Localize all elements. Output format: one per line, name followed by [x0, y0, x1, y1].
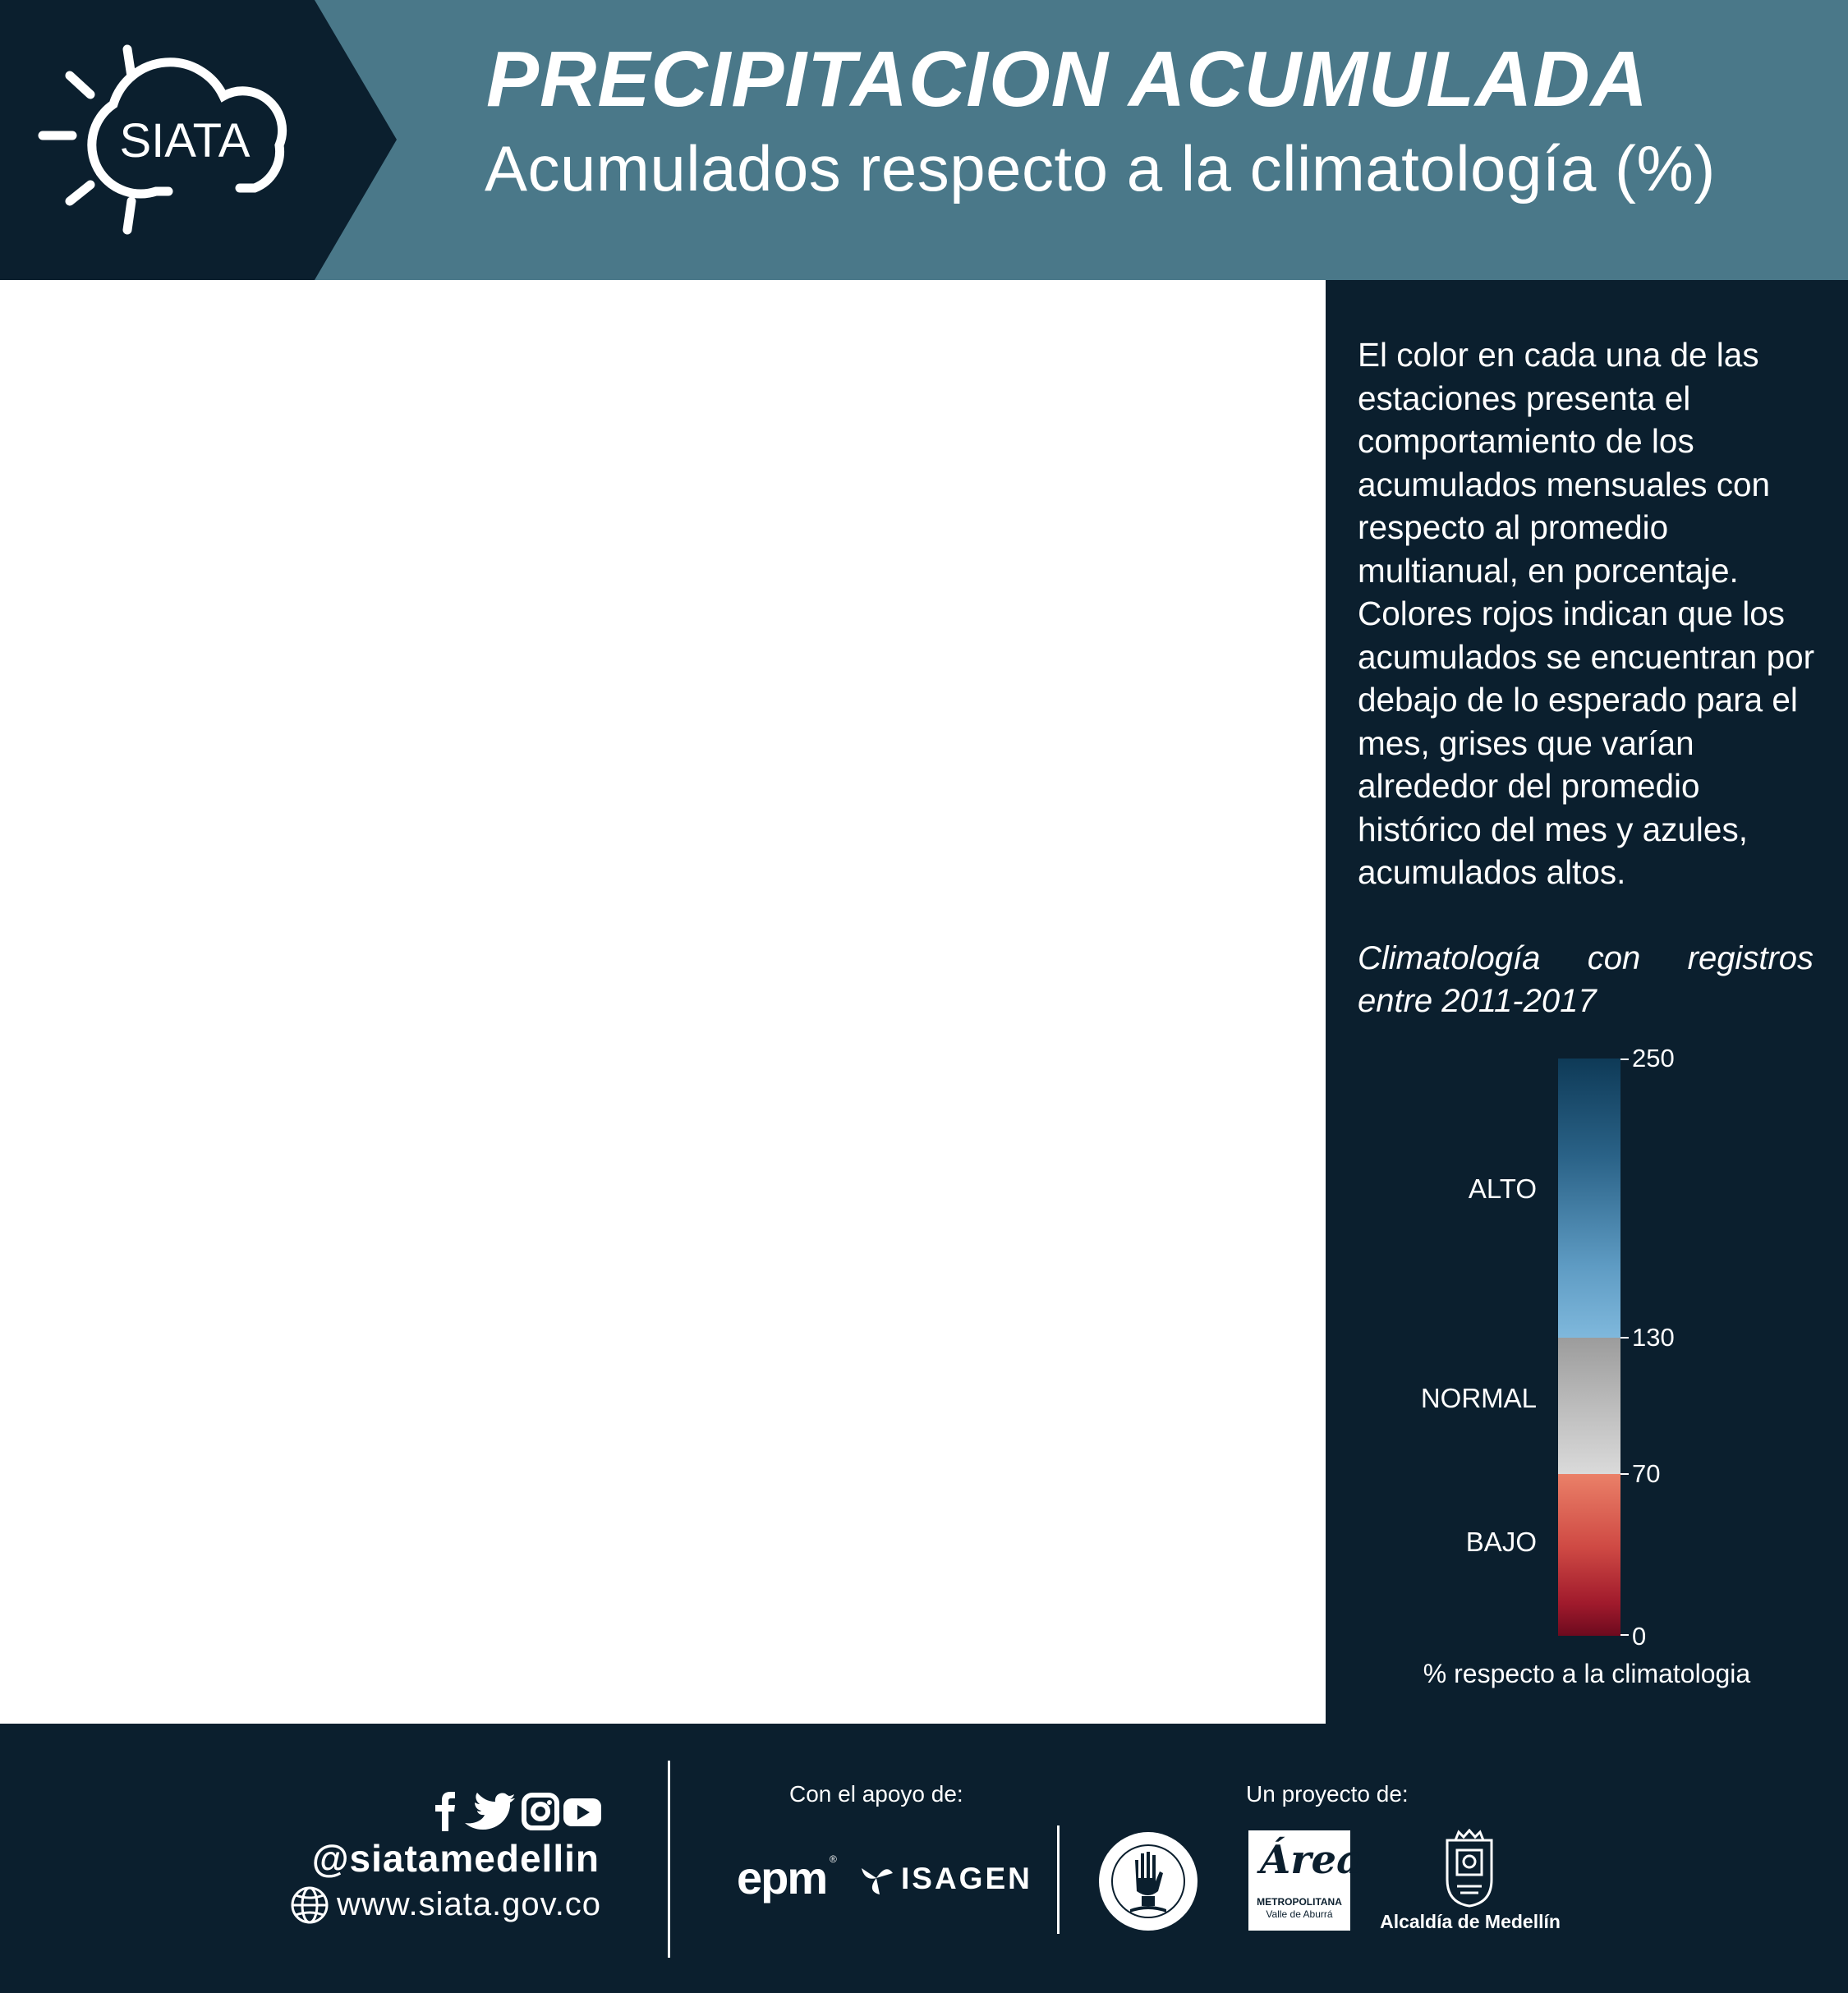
- colorbar-tick: [1620, 1337, 1629, 1339]
- colorbar-category-bajo: BAJO: [1465, 1527, 1537, 1557]
- area-logo-script: Área: [1260, 1837, 1363, 1883]
- colorbar-tick: [1620, 1634, 1629, 1636]
- colorbar-segment-normal: [1558, 1338, 1620, 1474]
- youtube-icon[interactable]: [563, 1798, 601, 1826]
- climatology-note-line2: entre 2011-2017: [1358, 983, 1597, 1019]
- epm-logo: epm: [737, 1852, 827, 1903]
- area-metropolitana-logo: [1248, 1830, 1363, 1931]
- footer: [0, 1724, 1848, 1993]
- medellin-crest-icon: [1442, 1829, 1496, 1908]
- isagen-logo-text: ISAGEN: [901, 1862, 1032, 1895]
- colorbar-tick-label-130: 130: [1632, 1323, 1675, 1352]
- siata-logo-text: SIATA: [119, 114, 251, 168]
- colorbar-tick-label-0: 0: [1632, 1622, 1647, 1651]
- colorbar-caption: % respecto a la climatologia: [1423, 1659, 1751, 1688]
- footer-divider: [1057, 1825, 1060, 1934]
- colorbar-tick: [1620, 1473, 1629, 1475]
- alcaldia-logo-text: Alcaldía de Medellín: [1380, 1911, 1561, 1932]
- map-area: [0, 280, 1326, 1724]
- twitter-icon[interactable]: [465, 1793, 515, 1830]
- instagram-icon[interactable]: [524, 1795, 557, 1828]
- isagen-icon: [855, 1857, 898, 1898]
- area-logo-line2: Valle de Aburrá: [1266, 1908, 1333, 1920]
- climatology-note-line1: Climatología con registros: [1358, 940, 1814, 976]
- header: [0, 0, 1848, 280]
- colorbar-tick-label-250: 250: [1632, 1044, 1675, 1072]
- colorbar-segment-bajo: [1558, 1474, 1620, 1636]
- legend-description: El color en cada una de las estaciones presenta el comportamiento de los acumulados mensuales con respecto al promedio multianual, en porcentaje. Colores rojos indican que los acumulados se encuentran por debajo de lo esperado para el mes, grises que varían alrededor del promedio histórico del mes y azules, acumulados altos.: [1358, 336, 1815, 891]
- siata-logo-icon: [33, 37, 329, 242]
- colorbar: [1420, 1044, 1675, 1651]
- colorbar-segment-alto: [1558, 1058, 1620, 1338]
- colorbar-tick: [1620, 1058, 1629, 1060]
- project-label: Un proyecto de:: [1246, 1781, 1409, 1807]
- page-subtitle: Acumulados respecto a la climatología (%): [485, 132, 1716, 204]
- footer-divider: [668, 1761, 670, 1958]
- area-logo-line1: METROPOLITANA: [1257, 1896, 1342, 1908]
- colorbar-tick-label-70: 70: [1632, 1459, 1661, 1488]
- website-link[interactable]: www.siata.gov.co: [337, 1886, 602, 1922]
- dagrd-seal-icon: [1097, 1830, 1199, 1932]
- social-icons: [432, 1792, 601, 1831]
- globe-icon: [289, 1885, 330, 1926]
- alcaldia-medellin-logo: [1380, 1829, 1561, 1944]
- social-handle[interactable]: @siatamedellin: [311, 1837, 600, 1880]
- support-label: Con el apoyo de:: [789, 1781, 963, 1807]
- facebook-icon[interactable]: [435, 1792, 455, 1831]
- colorbar-category-alto: ALTO: [1468, 1173, 1537, 1204]
- epm-registered-mark: ®: [830, 1853, 837, 1865]
- page-title: PRECIPITACION ACUMULADA: [486, 35, 1648, 123]
- colorbar-category-normal: NORMAL: [1420, 1383, 1537, 1413]
- legend-panel: [1326, 280, 1848, 1724]
